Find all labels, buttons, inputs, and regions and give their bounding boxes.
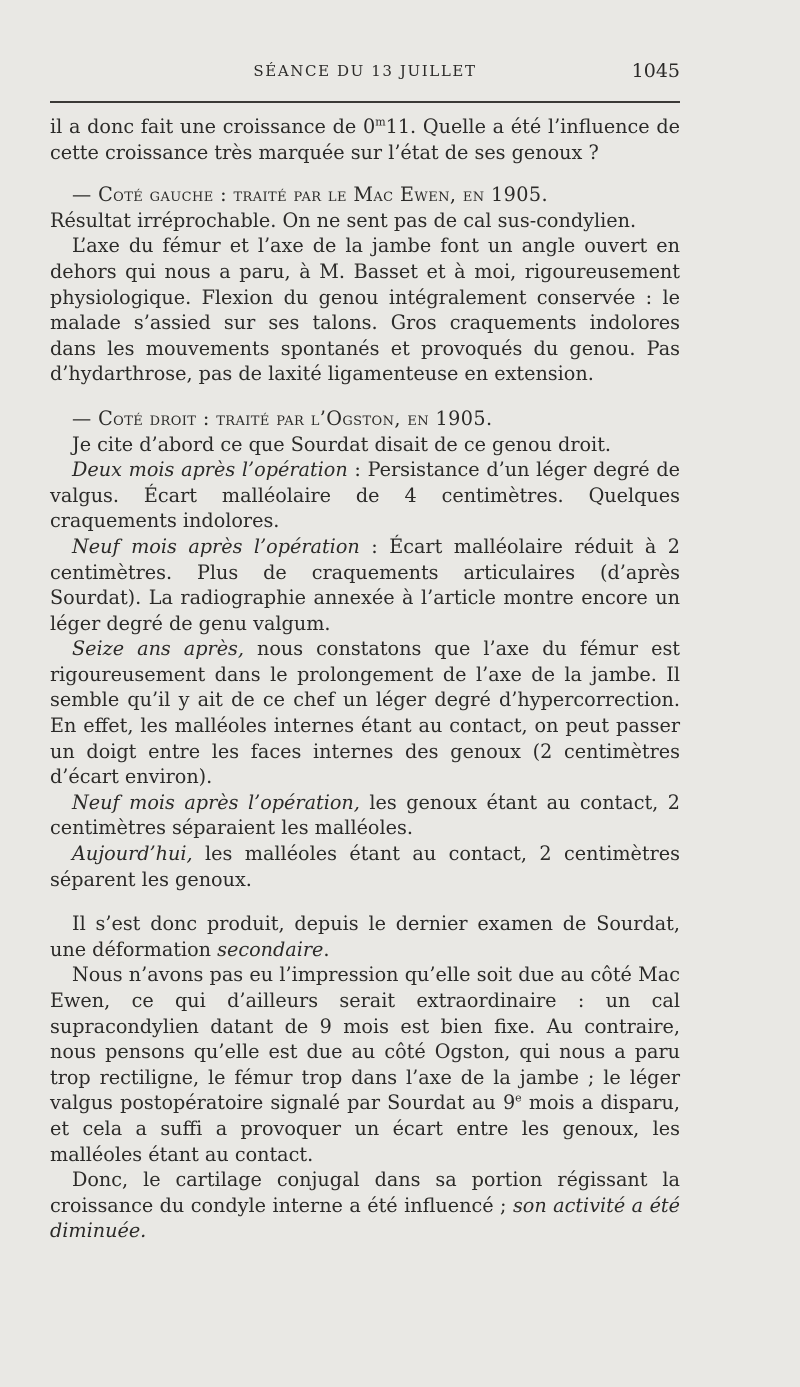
- italic-lead: Aujourd’hui,: [72, 842, 193, 866]
- italic-lead: Deux mois après l’opération: [72, 458, 348, 482]
- superscript: e: [515, 1091, 522, 1105]
- text-run: Donc, le cartilage conjugal dans sa portion régissant la croissance du condyle interne a été influencé ;: [50, 1168, 680, 1217]
- text-run: nous constatons que l’axe du fémur est rigoureusement dans le prolongement de l’axe de la jambe. Il semble qu’il y ait de ce chef un léger degré d’hypercorrection. En effet, les malléoles internes étant au contact, on peut passer un doigt entre les faces internes des genoux (2 centimètres d’écart environ).: [50, 637, 680, 789]
- paragraph-sourdat-intro: Je cite d’abord ce que Sourdat disait de ce genou droit.: [72, 432, 612, 456]
- paragraph-nine-months-knees: [50, 790, 680, 841]
- text-run: Nous n’avons pas eu l’impression qu’elle soit due au côté Mac Ewen, ce qui d’ailleurs serait extraordinaire : un cal supracondylien datant de 9 mois est bien fixe. Au contraire, nous pensons qu’elle est due au côté Ogston, qui nous a paru trop rectiligne, le fémur trop dans l’axe de la jambe ; le léger valgus postopératoire signalé par Sourdat au 9: [50, 963, 680, 1115]
- text-run: les genoux étant au contact, 2 centimètres séparaient les malléoles.: [50, 790, 680, 840]
- text-run: il a donc fait une croissance de 0: [50, 115, 376, 138]
- header-rule: [50, 101, 680, 103]
- superscript: m: [375, 115, 386, 129]
- text-run: : Persistance d’un léger degré de valgus. Écart malléolaire de 4 centimètres. Quelques craquements indolores.: [50, 458, 680, 533]
- paragraph-left-result: Résultat irréprochable. On ne sent pas de cal sus-condylien.: [50, 208, 637, 232]
- section-heading-left-side: — Coté gauche : traité par le Mac Ewen, en 1905.: [72, 183, 548, 207]
- paragraph-conclusion: [50, 1167, 680, 1244]
- paragraph-today: [50, 841, 680, 892]
- text-run: .: [323, 937, 330, 961]
- text-run: 11. Quelle a été l’influence de cette croissance très marquée sur l’état de ses genoux ?: [50, 115, 680, 164]
- italic-word: secondaire: [217, 937, 324, 961]
- paragraph-ogston-side: [50, 962, 680, 1167]
- page-number: 1045: [631, 60, 680, 82]
- text-run: : Écart malléolaire réduit à 2 centimètres. Plus de craquements articulaires (d’après Sourdat). La radiographie annexée à l’article montre encore un léger degré de genu valgum.: [50, 534, 680, 635]
- text-run: mois a disparu, et cela a suffi a provoquer un écart entre les genoux, les malléoles étant au contact.: [50, 1091, 680, 1166]
- italic-phrase: son activité a été diminuée.: [50, 1193, 680, 1243]
- italic-lead: Neuf mois après l’opération: [72, 534, 360, 558]
- page-header: [50, 58, 680, 88]
- section-heading-right-side: — Coté droit : traité par l’Ogston, en 1905.: [72, 406, 493, 430]
- paragraph-growth-question: [50, 114, 680, 165]
- running-title: SÉANCE DU 13 JUILLET: [253, 62, 477, 80]
- text-run: Il s’est donc produit, depuis le dernier examen de Sourdat, une déformation: [50, 912, 680, 961]
- page-body: [50, 114, 680, 1244]
- italic-lead: Seize ans après,: [72, 637, 244, 661]
- paragraph-left-findings: L’axe du fémur et l’axe de la jambe font un angle ouvert en dehors qui nous a paru, à M. Basset et à moi, rigoureusement physiologique. Flexion du genou intégralement conservée : le malade s’assied sur ses talons. Gros craquements indolores dans les mouvements spontanés et provoqués du genou. Pas d’hydarthrose, pas de laxité ligamenteuse en extension.: [50, 234, 680, 386]
- text-run: les malléoles étant au contact, 2 centimètres séparent les genoux.: [50, 842, 680, 891]
- paragraph-secondary-deformation: [50, 911, 680, 962]
- paragraph-sixteen-years: [50, 636, 680, 790]
- italic-lead: Neuf mois après l’opération,: [72, 790, 360, 814]
- paragraph-nine-months: [50, 534, 680, 636]
- paragraph-two-months: [50, 457, 680, 534]
